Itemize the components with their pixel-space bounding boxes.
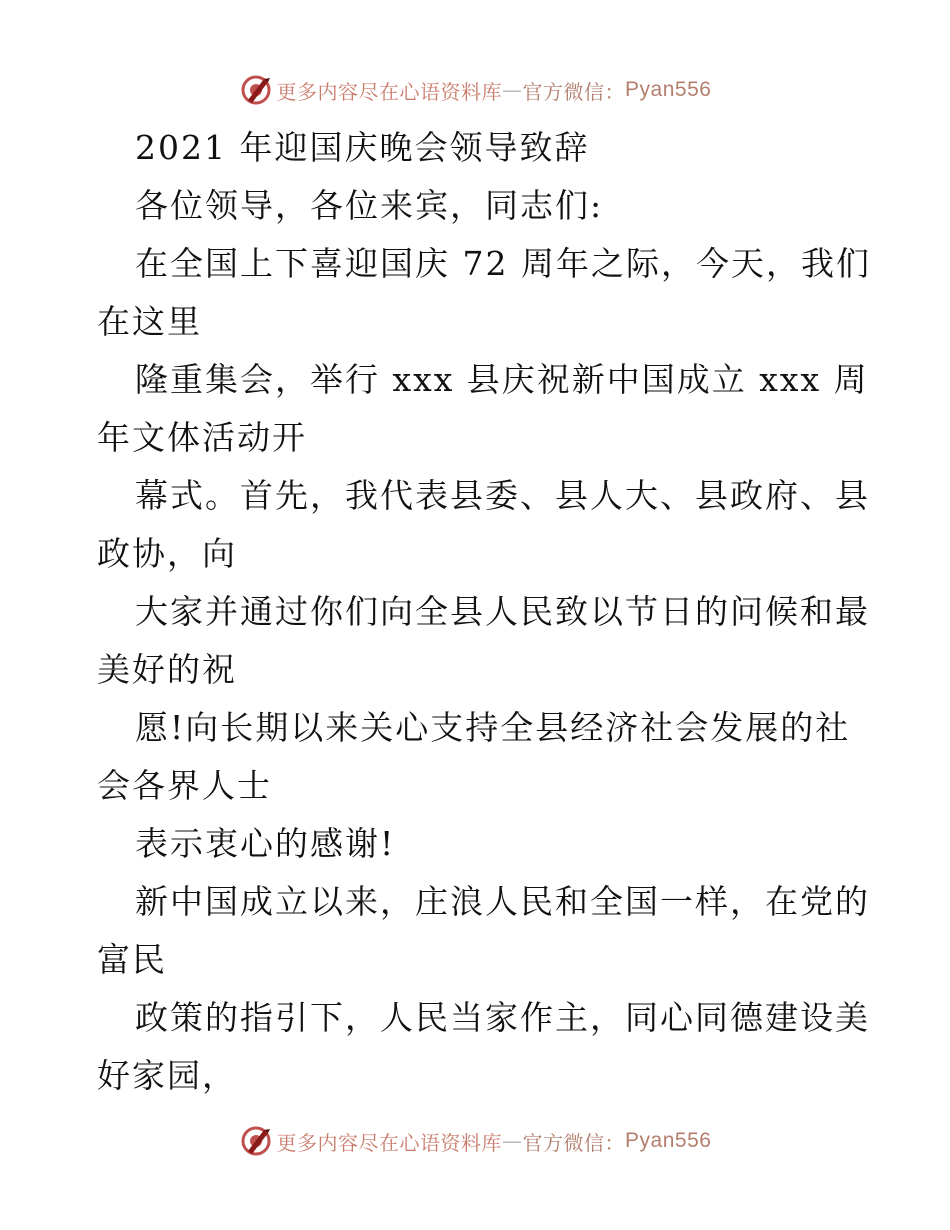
header-watermark [0, 70, 950, 110]
watermark-dash: — [502, 1129, 523, 1153]
text-line: 在这里 [97, 302, 202, 341]
pen-logo-icon [239, 1124, 273, 1158]
watermark-main-text: 更多内容尽在心语资料库 [276, 1130, 503, 1155]
footer-watermark [0, 1121, 950, 1161]
document-body [97, 119, 871, 1105]
text-line: 会各界人士 [97, 766, 272, 805]
text-line: 隆重集会，举行 xxx 县庆祝新中国成立 xxx 周 [135, 360, 869, 399]
text-line: 大家并通过你们向全县人民致以节日的问候和最 [135, 592, 870, 631]
watermark-dash: — [502, 78, 523, 102]
text-line: 幕式。首先，我代表县委、县人大、县政府、县 [135, 476, 870, 515]
watermark-wechat-label: 官方微信： [522, 1130, 626, 1155]
text-line: 政协，向 [97, 534, 237, 573]
text-line: 愿!向长期以来关心支持全县经济社会发展的社 [135, 708, 851, 747]
text-line: 年文体活动开 [97, 418, 307, 457]
watermark-main-text: 更多内容尽在心语资料库 [276, 79, 503, 104]
watermark-wechat-id: Pyan556 [625, 1129, 712, 1152]
text-line: 美好的祝 [97, 650, 237, 689]
watermark-wechat-id: Pyan556 [625, 78, 712, 101]
pen-logo-icon [239, 73, 273, 107]
text-line: 政策的指引下，人民当家作主，同心同德建设美 [135, 998, 870, 1037]
watermark-wechat-label: 官方微信： [522, 79, 626, 104]
text-line: 新中国成立以来，庄浪人民和全国一样，在党的 [135, 882, 870, 921]
text-line: 在全国上下喜迎国庆 72 周年之际，今天，我们 [135, 244, 871, 283]
text-line: 好家园， [97, 1056, 237, 1095]
document-title: 2021 年迎国庆晚会领导致辞 [135, 128, 590, 167]
text-line: 表示衷心的感谢! [135, 824, 396, 863]
salutation: 各位领导，各位来宾，同志们: [135, 186, 604, 225]
text-line: 富民 [97, 940, 167, 979]
